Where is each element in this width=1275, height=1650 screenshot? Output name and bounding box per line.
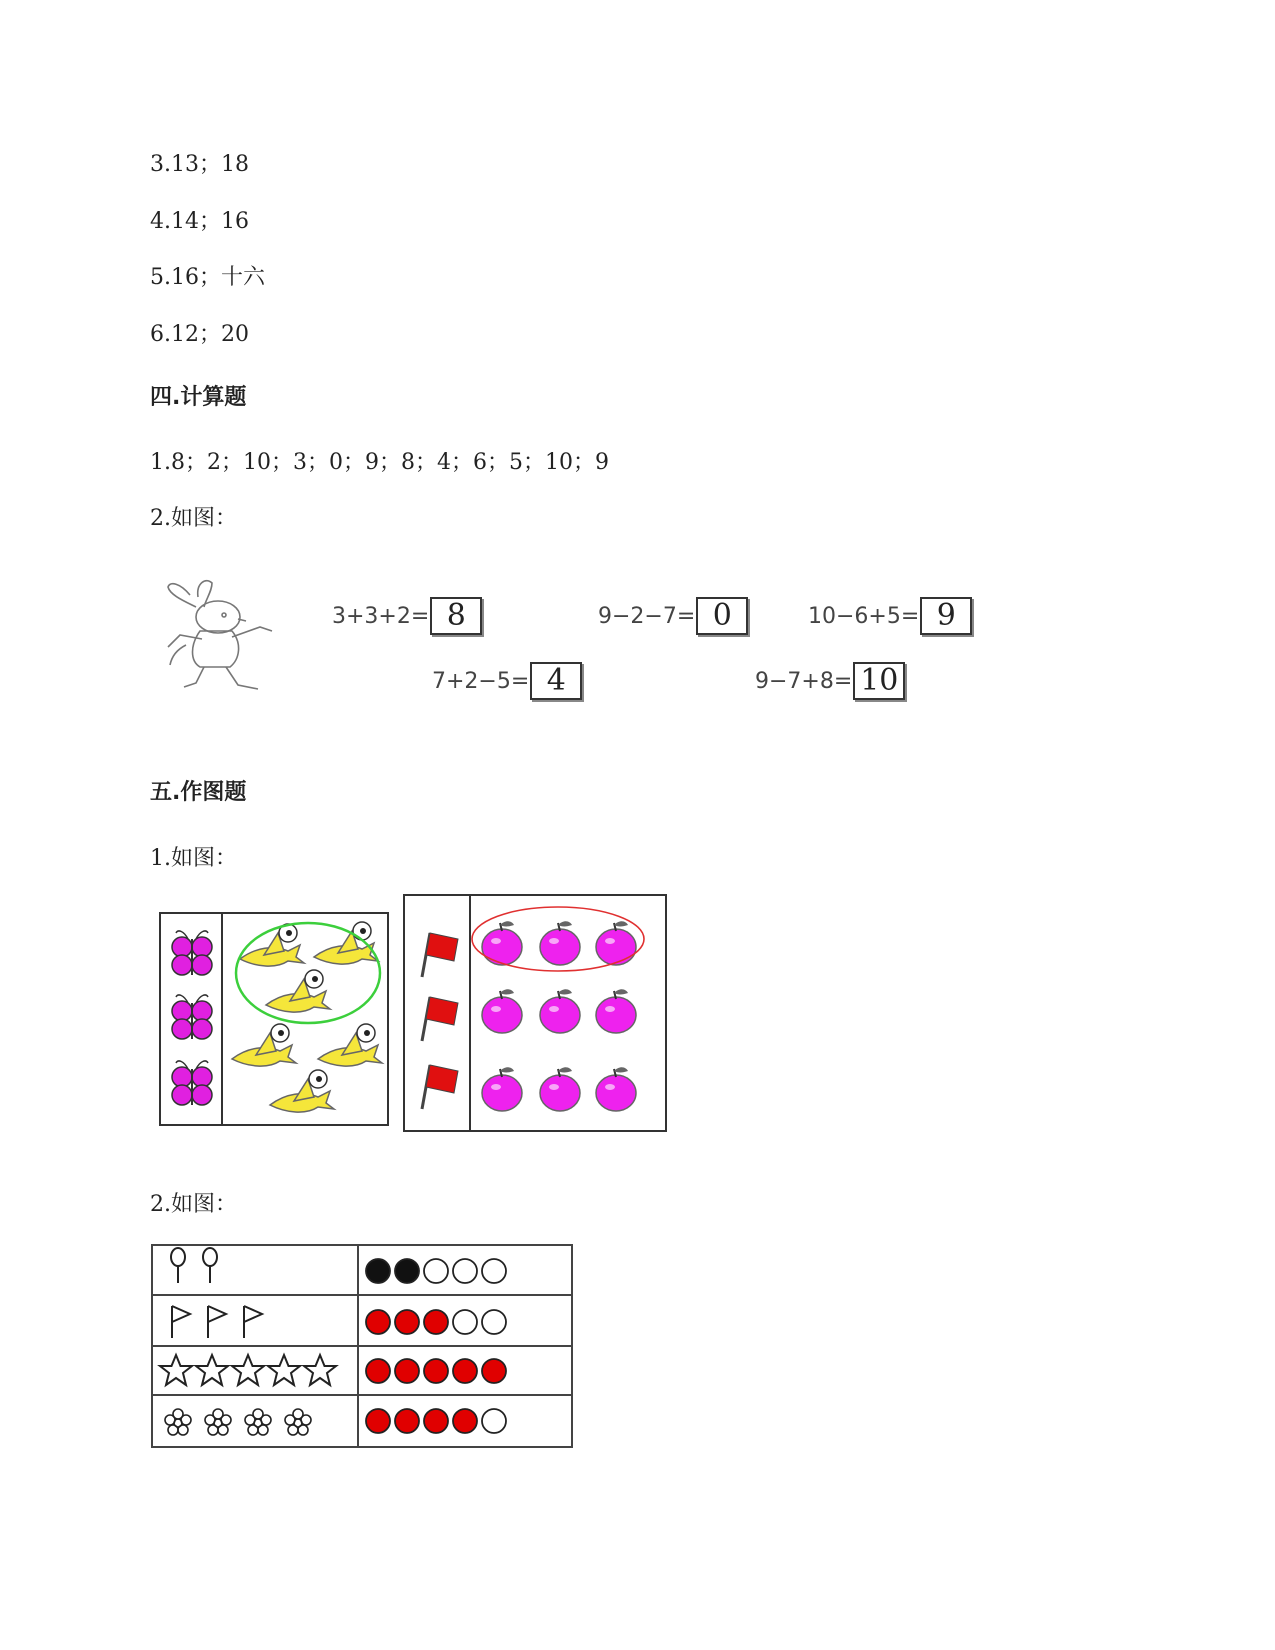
answer-line-5: 5.16；十六 xyxy=(150,265,265,290)
answer-line-3: 3.13；18 xyxy=(150,152,249,177)
answer-box: 0 xyxy=(696,597,748,635)
equation-expression: 9−2−7= xyxy=(598,603,696,629)
equation-expression: 9−7+8= xyxy=(755,668,853,694)
filled-circle xyxy=(424,1359,448,1383)
filled-circle xyxy=(366,1359,390,1383)
filled-circle xyxy=(453,1409,477,1433)
equation-expression: 7+2−5= xyxy=(432,668,530,694)
section-5-q1: 1.如图： xyxy=(150,846,237,871)
answer-box: 10 xyxy=(853,662,905,700)
empty-circle xyxy=(482,1310,506,1334)
equation-4 xyxy=(432,663,582,699)
filled-circle xyxy=(395,1359,419,1383)
answer-line-6: 6.12；20 xyxy=(150,322,249,347)
rabbit-illustration xyxy=(160,575,285,697)
equation-expression: 3+3+2= xyxy=(332,603,430,629)
equation-1 xyxy=(332,598,482,634)
filled-circle xyxy=(395,1259,419,1283)
filled-circle xyxy=(366,1310,390,1334)
counting-table xyxy=(150,1243,576,1453)
empty-circle xyxy=(482,1409,506,1433)
answer-box: 8 xyxy=(430,597,482,635)
filled-circle xyxy=(424,1310,448,1334)
empty-circle xyxy=(424,1259,448,1283)
filled-circle xyxy=(395,1409,419,1433)
filled-circle xyxy=(366,1259,390,1283)
empty-circle xyxy=(482,1259,506,1283)
answer-box: 9 xyxy=(920,597,972,635)
section-4-heading: 四.计算题 xyxy=(150,385,247,410)
section-5-heading: 五.作图题 xyxy=(150,780,247,805)
filled-circle xyxy=(482,1359,506,1383)
section-5-q2: 2.如图： xyxy=(150,1192,237,1217)
section-4-q1: 1.8；2；10；3；0；9；8；4；6；5；10；9 xyxy=(150,450,609,475)
filled-circle xyxy=(453,1359,477,1383)
filled-circle xyxy=(424,1409,448,1433)
empty-circle xyxy=(453,1259,477,1283)
grouping-figure xyxy=(158,893,668,1133)
empty-circle xyxy=(453,1310,477,1334)
answer-line-4: 4.14；16 xyxy=(150,209,249,234)
equation-3 xyxy=(808,598,972,634)
section-4-q2: 2.如图： xyxy=(150,506,237,531)
equation-5 xyxy=(755,663,905,699)
equation-2 xyxy=(598,598,748,634)
equation-expression: 10−6+5= xyxy=(808,603,920,629)
filled-circle xyxy=(395,1310,419,1334)
filled-circle xyxy=(366,1409,390,1433)
answer-box: 4 xyxy=(530,662,582,700)
